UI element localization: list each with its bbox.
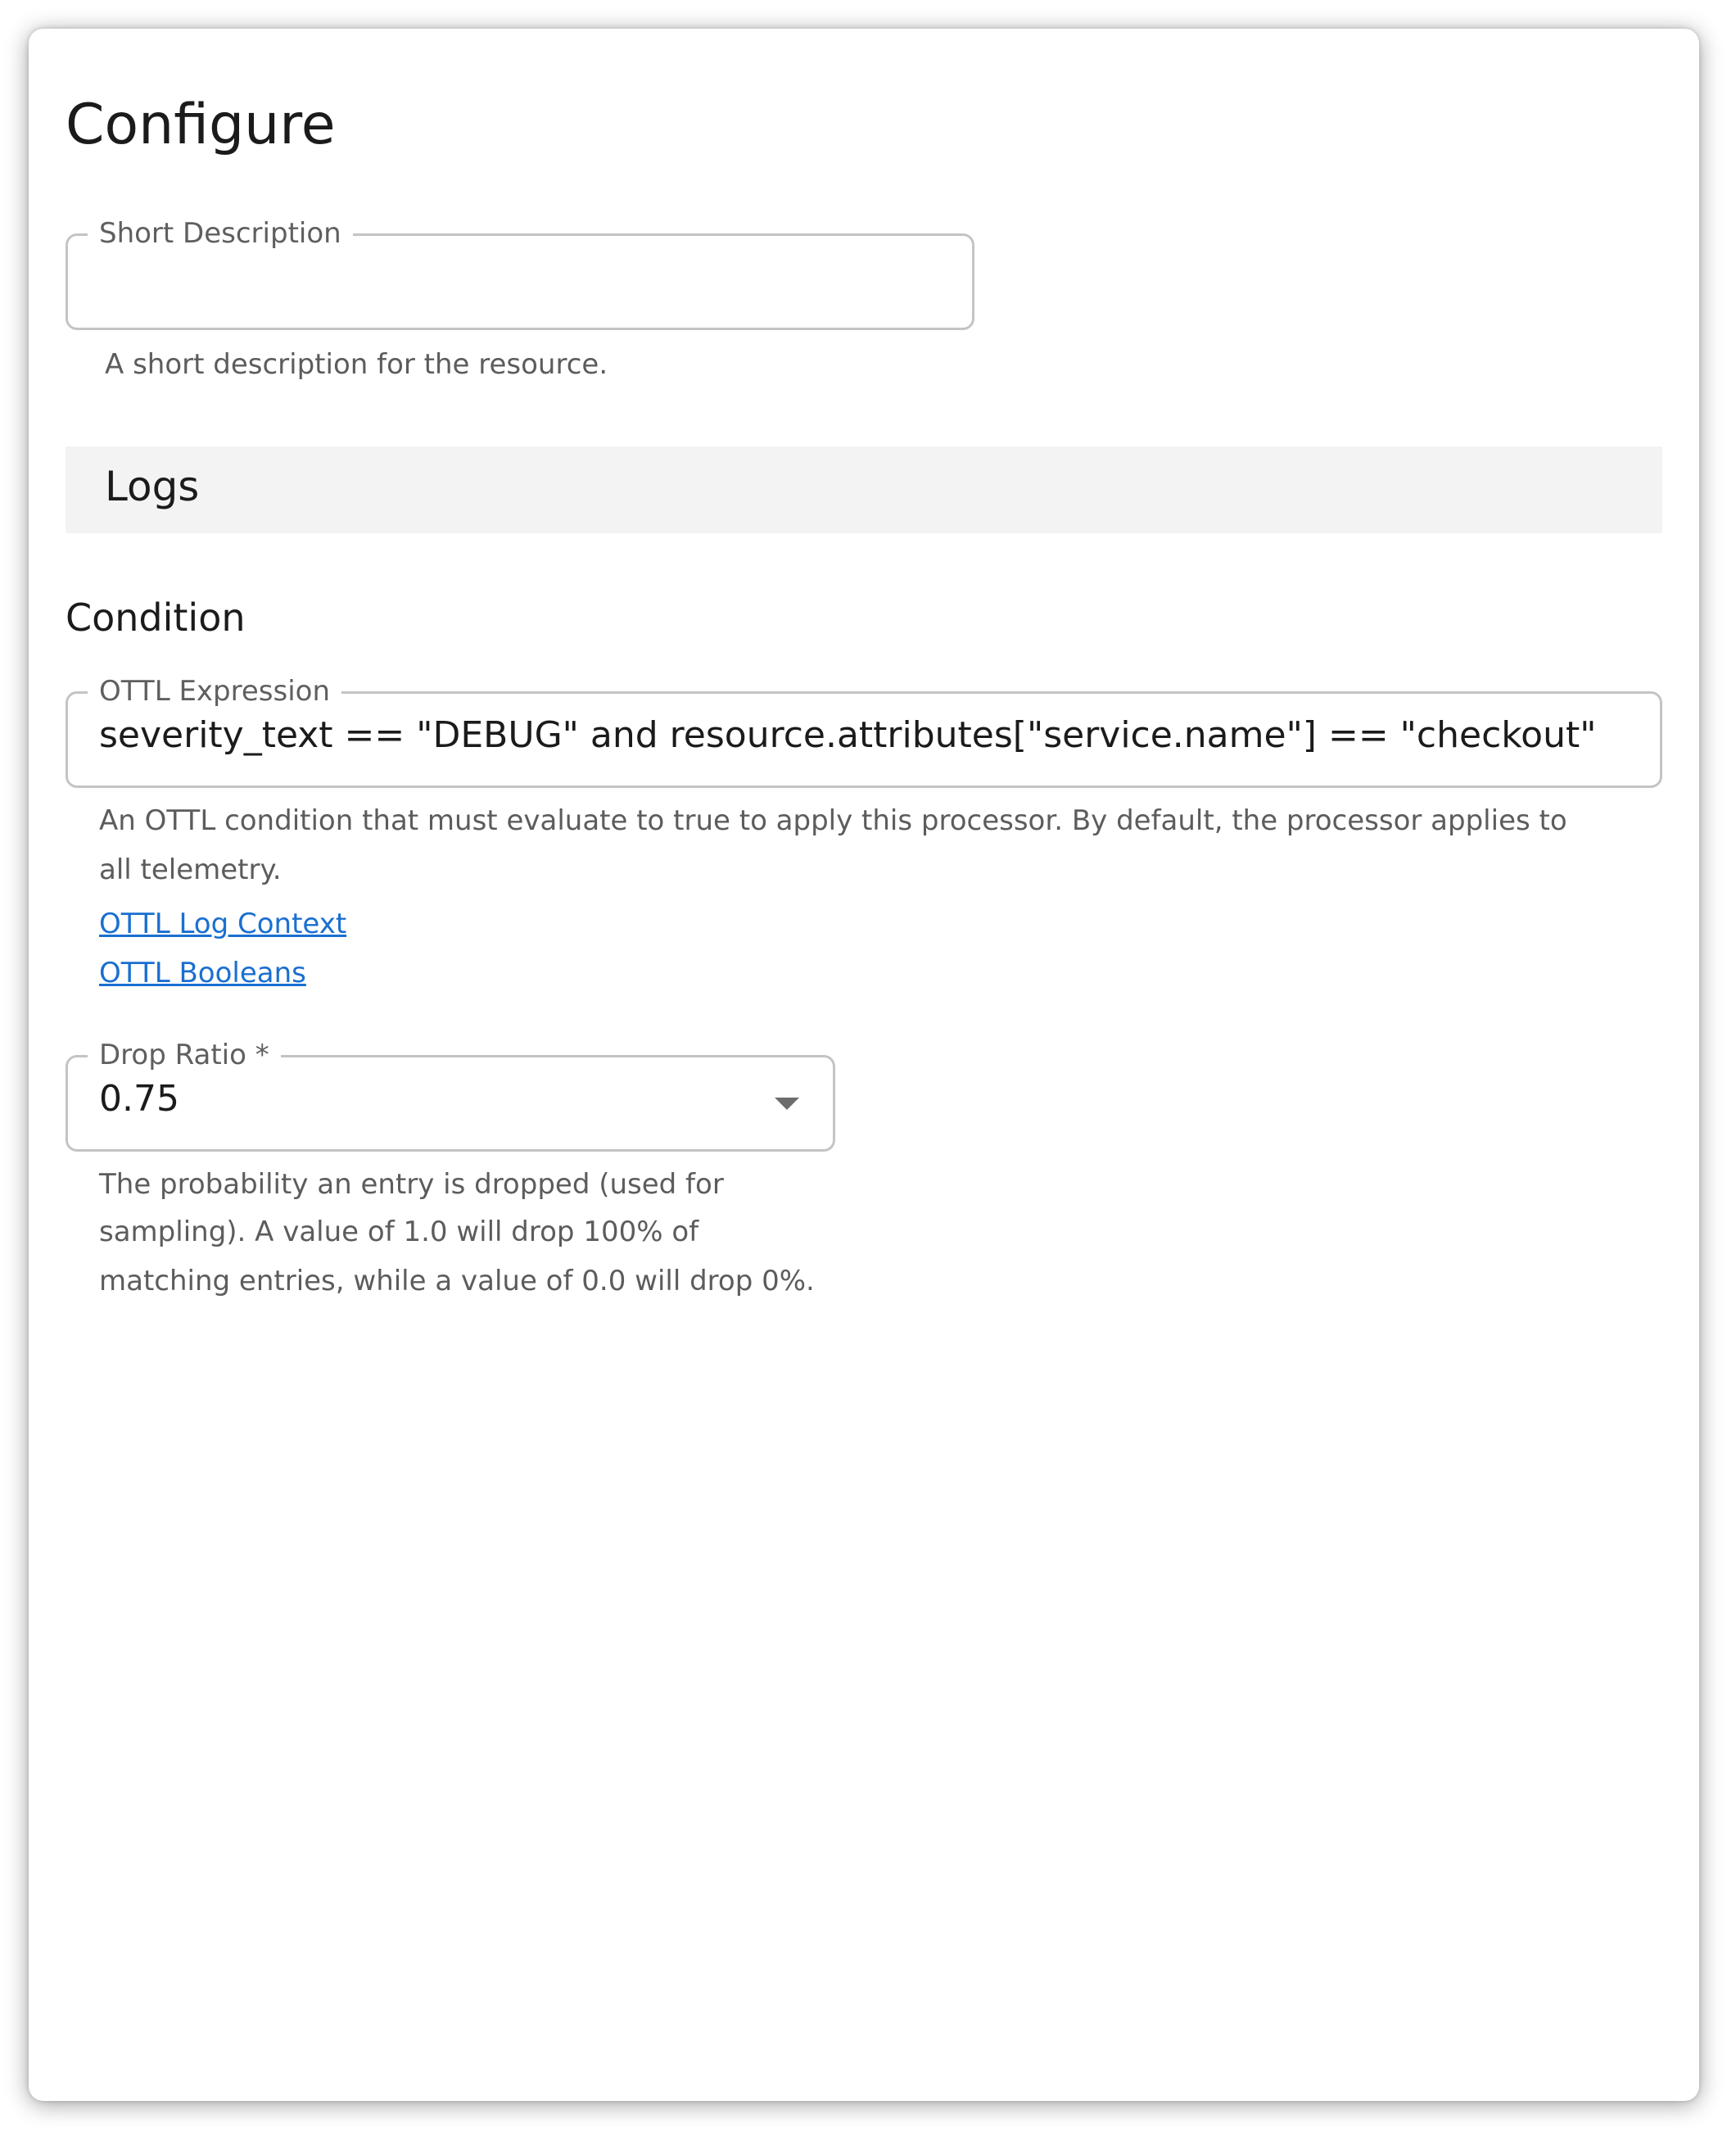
ottl-expression-value[interactable]: severity_text == "DEBUG" and resource.attributes["service.name"] == "checkout" [99, 714, 1597, 756]
short-description-helper: A short description for the resource. [105, 348, 608, 381]
short-description-label: Short Description [88, 217, 353, 250]
condition-heading: Condition [66, 595, 246, 640]
ottl-booleans-link[interactable]: OTTL Booleans [99, 957, 306, 989]
ottl-log-context-link[interactable]: OTTL Log Context [99, 908, 347, 940]
logs-section-header [66, 446, 1662, 533]
drop-ratio-helper-line1: The probability an entry is dropped (used for [99, 1168, 724, 1201]
drop-ratio-helper-line3: matching entries, while a value of 0.0 will drop 0%. [99, 1265, 815, 1297]
ottl-expression-label: OTTL Expression [88, 675, 341, 708]
chevron-down-icon[interactable] [775, 1098, 799, 1110]
drop-ratio-helper-line2: sampling). A value of 1.0 will drop 100% of [99, 1216, 699, 1248]
page-title: Configure [66, 93, 336, 157]
drop-ratio-value[interactable]: 0.75 [99, 1078, 179, 1120]
drop-ratio-label: Drop Ratio * [88, 1039, 281, 1071]
ottl-expression-helper-line1: An OTTL condition that must evaluate to true to apply this processor. By default, the processor applies to [99, 804, 1567, 837]
logs-section-title: Logs [105, 463, 200, 510]
configure-panel [29, 29, 1699, 2101]
ottl-expression-helper-line2: all telemetry. [99, 853, 282, 886]
